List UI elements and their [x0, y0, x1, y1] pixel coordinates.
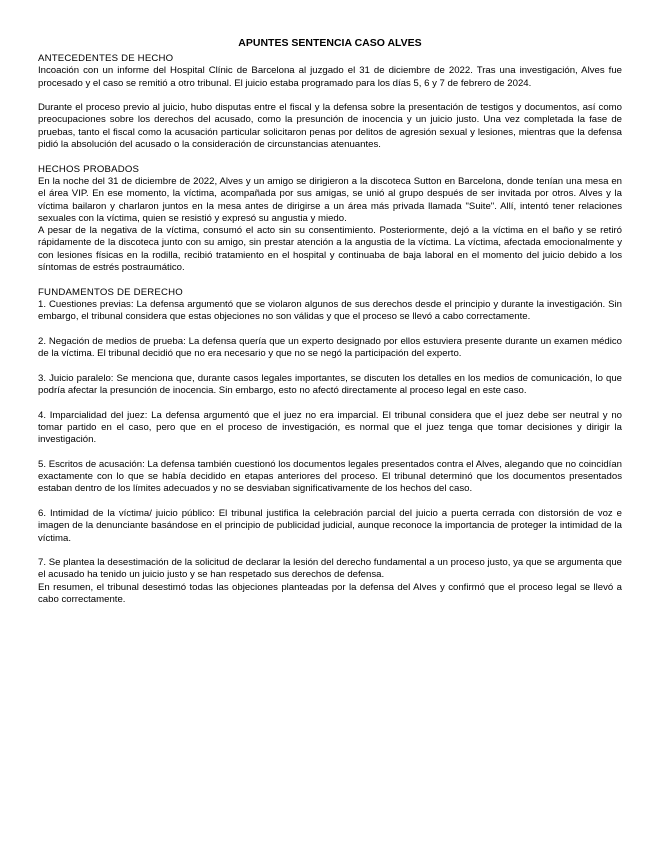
fundamento-item-5: 5. Escritos de acusación: La defensa también cuestionó los documentos legales presentados contra el Alves, alegando que no coincidían exactamente con lo que se había decidido en etapas anteriores del proceso. El tribunal determinó que los documentos presentados estaban dentro de los límites adecuados y no se desviaban significativamente de los hechos del caso.: [38, 458, 622, 495]
document-page: [38, 37, 622, 606]
fundamento-item-6: 6. Intimidad de la víctima/ juicio público: El tribunal justifica la celebración parcial del juicio a puerta cerrada con distorsión de voz e imagen de la denunciante basándose en el principio de publicidad judicial, aunque reconoce la importancia de proteger la intimidad de la víctima.: [38, 507, 622, 544]
document-title: APUNTES SENTENCIA CASO ALVES: [238, 37, 422, 49]
fundamento-item-7: 7. Se plantea la desestimación de la solicitud de declarar la lesión del derecho fundamental a un proceso justo, ya que se argumenta que el acusado ha tenido un juicio justo y se han respetado sus derechos de defensa.: [38, 557, 622, 581]
fundamento-item-2: 2. Negación de medios de prueba: La defensa quería que un experto designado por ellos estuviera presente durante un examen médico de la víctima. El tribunal decidió que no era necesario y que no se negó la participación del experto.: [38, 335, 622, 360]
section-heading-hechos: HECHOS PROBADOS: [38, 163, 140, 175]
fundamentos-conclusion: En resumen, el tribunal desestimó todas las objeciones planteadas por la defensa del Alves y confirmó que el proceso legal se llevó a cabo correctamente.: [38, 581, 622, 606]
fundamento-item-1: 1. Cuestiones previas: La defensa argumentó que se violaron algunos de sus derechos desde el principio y durante la investigación. Sin embargo, el tribunal considera que estas objeciones no son válidas y que el proceso se llevó a cabo correctamente.: [38, 298, 622, 323]
antecedentes-paragraph-1: Incoación con un informe del Hospital Clínic de Barcelona al juzgado el 31 de diciembre de 2022. Tras una investigación, Alves fue procesado y el caso se remitió a otro tribunal. El juicio estaba programado para los días 5, 6 y 7 de febrero de 2024.: [38, 65, 622, 89]
section-heading-antecedentes: ANTECEDENTES DE HECHO: [38, 53, 174, 64]
fundamento-item-4: 4. Imparcialidad del juez: La defensa argumentó que el juez no era imparcial. El tribunal considera que el juez debe ser neutral y no tomar partido en el caso, pero que en el proceso de investigación, es normal que el juez tenga que tomar decisiones y dirigir la investigación.: [38, 409, 622, 446]
hechos-paragraph-2: A pesar de la negativa de la víctima, consumó el acto sin su consentimiento. Posteriormente, dejó a la víctima en el baño y se retiró rápidamente de la discoteca junto con su amigo, sin prestar atención a la angustia de la víctima. La víctima, afectada emocionalmente y con lesiones físicas en la rodilla, recibió tratamiento en el hospital y continuaba de baja laboral en el momento del juicio debido a los síntomas de estrés postraumático.: [38, 225, 622, 274]
fundamento-item-3: 3. Juicio paralelo: Se menciona que, durante casos legales importantes, se discuten los detalles en los medios de comunicación, lo que podría afectar la presunción de inocencia. Sin embargo, esto no afectó directamente al proceso legal en este caso.: [38, 372, 622, 397]
hechos-paragraph-1: En la noche del 31 de diciembre de 2022, Alves y un amigo se dirigieron a la discoteca Sutton en Barcelona, donde tenían una mesa en el área VIP. En ese momento, la víctima, acompañada por sus amigas, se unió al grupo después de ser invitada por otros. Alves y la víctima bailaron y charlaron juntos en la mesa antes de dirigirse a un área más privada llamada "Suite". Allí, intentó tener relaciones sexuales con la víctima, quien se resistió y expresó su angustia y miedo.: [38, 175, 622, 224]
section-heading-fundamentos: FUNDAMENTOS DE DERECHO: [38, 286, 183, 298]
antecedentes-paragraph-2: Durante el proceso previo al juicio, hubo disputas entre el fiscal y la defensa sobre la presentación de testigos y documentos, así como preocupaciones sobre los derechos del acusado, como la presunción de inocencia y un juicio justo. Una vez completada la fase de pruebas, tanto el fiscal como la acusación particular solicitaron penas por delitos de agresión sexual y lesiones, mientras que la defensa pidió la absolución del acusado o la consideración de circunstancias atenuantes.: [38, 102, 622, 151]
